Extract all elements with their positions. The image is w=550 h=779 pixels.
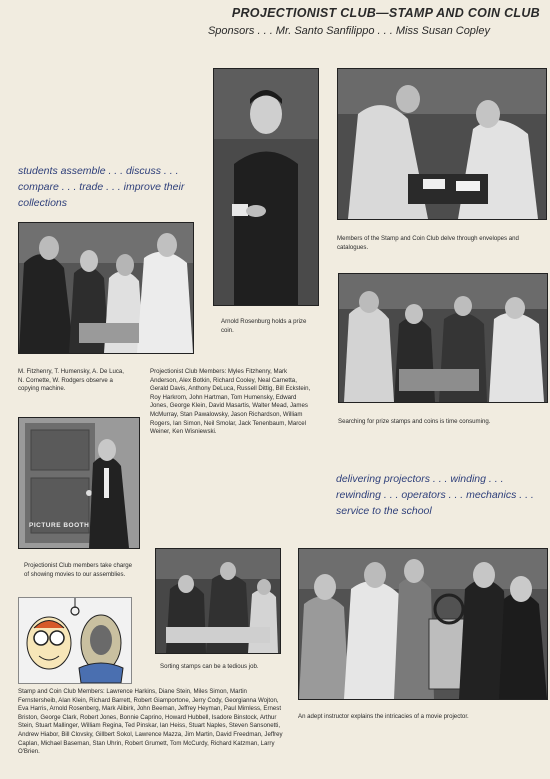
sponsors-line: Sponsors . . . Mr. Santo Sanfilippo . . . Miss Susan Copley	[207, 25, 490, 37]
tagline-stamp-club: students assemble . . . discuss . . . compare . . . trade . . . improve their collections	[18, 165, 185, 209]
caption-copying: M. Fitzhenry, T. Humensky, A. De Luca, N. Cornette, W. Rodgers observe a copying machine.	[18, 368, 124, 393]
photo-rosenburg-coin	[213, 68, 319, 306]
caption-rosenburg: Arnold Rosenburg holds a prize coin.	[221, 318, 307, 334]
caption-sorting: Sorting stamps can be a tedious job.	[160, 663, 259, 670]
booth-sign: PICTURE BOOTH	[29, 522, 90, 529]
photo-projector-instructor	[298, 548, 548, 700]
tagline-projectionist: delivering projectors . . . winding . . . rewinding . . . operators . . . mechanics . . . service to the school	[336, 473, 534, 517]
caption-envelopes: Members of the Stamp and Coin Club delve through envelopes and catalogues.	[337, 235, 519, 251]
caption-stamp-members: Stamp and Coin Club Members: Lawrence Harkins, Diane Stein, Miles Simon, Martin Fernstersheib, Alan Klein, Richard Barrett, Robert Giamportone, Jerry Cody, Georgianna Wojton, Eva Harris, Arnold Rosenberg, Mark Alibirk, John Beeman, Jeffrey Heyman, Paul Mimless, Ernest Briston, George Clark, Robert Jones, Bonnie Caprino, Howard Hubbell, Isadore Binstock, Arthur Stein, Stuart Mallinger, William Regina, Ted Pinskar, Ian Heiss, Stuart Naples, Steven Sansonetti, Andrew Hiabor, Bill Clovsky, Gillbert Sokol, Lawrence Mazza, Jim Martin, David Freedman, Jeffrey Caplan, Michael Baseman, Stan Uhrin, Robert Grumett, Tom McCurdy, Richard Katzman, Larry O'Brien.	[18, 688, 283, 756]
caption-instructor: An adept instructor explains the intricacies of a movie projector.	[298, 713, 469, 720]
cartoon-projectionists	[18, 597, 132, 684]
photo-searching	[338, 273, 548, 403]
photo-sorting-stamps	[155, 548, 281, 654]
caption-showing-movies: Projectionist Club members take charge of showing movies to our assemblies.	[24, 562, 133, 578]
caption-searching: Searching for prize stamps and coins is time consuming.	[338, 418, 491, 425]
caption-projectionist-members: Projectionist Club Members: Myles Fitzhenry, Mark Anderson, Alex Botkin, Richard Cooley, Neal Carnetta, Gerald Davis, Anthony DeLuca, Russell Dittig, Bill Eckstein, Roy Harkrom, John Hartman, Tom Humensky, Edward Jones, George Klein, David Masartis, Walter Mead, James McMurray, Stan Pawalowsky, Jason Richardson, William Rogers, Ian Simon, Neil Smolar, Jack Tenenbaum, Marcel Weiner, Ken Wisniewski.	[150, 368, 311, 436]
page-title: PROJECTIONIST CLUB—STAMP AND COIN CLUB	[231, 6, 540, 20]
photo-picture-booth	[18, 417, 140, 549]
photo-envelopes-catalogues	[337, 68, 547, 220]
photo-copying-machine	[18, 222, 194, 354]
